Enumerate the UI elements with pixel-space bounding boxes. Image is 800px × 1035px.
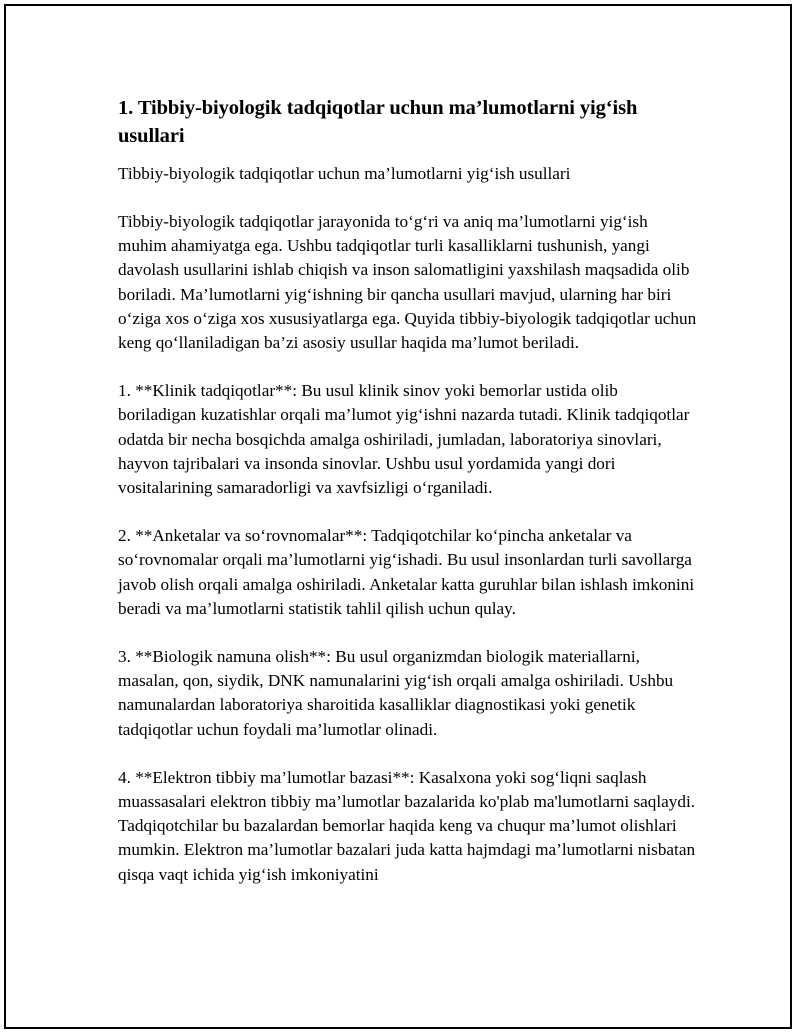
paragraph-clinical-research: 1. **Klinik tadqiqotlar**: Bu usul klinik sinov yoki bemorlar ustida olib boriladigan kuzatishlar orqali ma’lumot yig‘ishni nazarda tutadi. Klinik tadqiqotlar odatda bir necha bosqichda amalga oshiriladi, jumladan, laboratoriya sinovlari, hayvon tajribalari va insonda sinovlar. Ushbu usul yordamida yangi dori vositalarining samaradorligi va xavfsizligi o‘rganiladi. xyxy=(118,381,690,498)
paragraph-surveys: 2. **Anketalar va so‘rovnomalar**: Tadqiqotchilar ko‘pincha anketalar va so‘rovnomalar orqali ma’lumotlarni yig‘ishadi. Bu usul insonlardan turli savollarga javob olish orqali amalga oshiriladi. Anketalar katta guruhlar bilan ishlash imkonini beradi va ma’lumotlarni statistik tahlil qilish uchun qulay. xyxy=(118,526,695,618)
paragraph-electronic-records: 4. **Elektron tibbiy ma’lumotlar bazasi**: Kasalxona yoki sog‘liqni saqlash muassasalari elektron tibbiy ma’lumotlar bazalarida ko'plab ma'lumotlarni saqlaydi. Tadqiqotchilar bu bazalardan bemorlar haqida keng va chuqur ma’lumot olishlari mumkin. Elektron ma’lumotlar bazalari juda katta hajmdagi ma’lumotlarni nisbatan qisqa vaqt ichida yig‘ish imkoniyatini xyxy=(118,767,696,884)
intro-paragraph: Tibbiy-biyologik tadqiqotlar jarayonida to‘g‘ri va aniq ma’lumotlarni yig‘ish muhim ahamiyatga ega. Ushbu tadqiqotlar turli kasalliklarni tushunish, yangi davolash usullarini ishlab chiqish va inson salomatligini yaxshilash maqsadida olib boriladi. Ma’lumotlarni yig‘ishning bir qancha usullari mavjud, ularning har biri o‘ziga xos o‘ziga xos xususiyatlarga ega. Quyida tibbiy-biyologik tadqiqotlar uchun keng qo‘llaniladigan ba’zi asosiy usullar haqida ma’lumot beriladi. xyxy=(118,212,697,353)
document-title: 1. Tibbiy-biyologik tadqiqotlar uchun ma’lumotlarni yig‘ish usullari xyxy=(118,97,638,147)
paragraph-biological-samples: 3. **Biologik namuna olish**: Bu usul organizmdan biologik materiallarni, masalan, qon, siydik, DNK namunalarini yig‘ish orqali amalga oshiriladi. Ushbu namunalardan laboratoriya sharoitida kasalliklar diagnostikasi yoki genetik tadqiqotlar uchun foydali ma’lumotlar olinadi. xyxy=(118,647,674,739)
document-body xyxy=(118,94,698,911)
document-subtitle: Tibbiy-biyologik tadqiqotlar uchun ma’lumotlarni yig‘ish usullari xyxy=(118,164,571,183)
